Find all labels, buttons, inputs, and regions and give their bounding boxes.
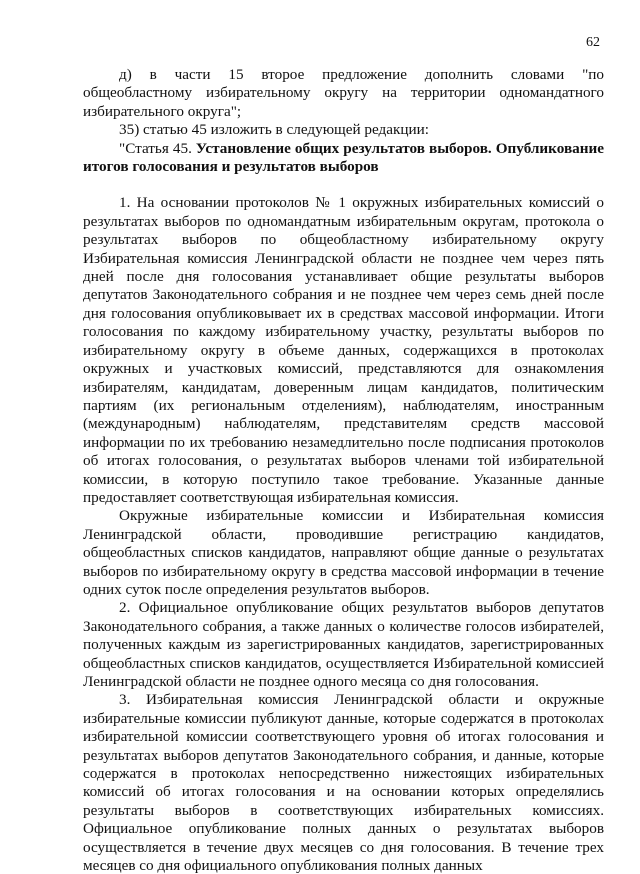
article-prefix: "Статья 45. — [119, 139, 196, 157]
paragraph-1-continued: Окружные избирательные комиссии и Избирательная комиссия Ленинградской области, проводившие регистрацию кандидатов, общеобластных списков кандидатов, направляют общие данные о результатах выборов по избирательному округу в средства массовой информации в течение одних суток после определения результатов выборов. — [83, 507, 604, 598]
amendment-item-35: 35) статью 45 изложить в следующей редакции: — [119, 121, 429, 139]
page-number: 62 — [586, 35, 600, 50]
paragraph-3: 3. Избирательная комиссия Ленинградской области и окружные избирательные комиссии публикуют данные, которые содержатся в протоколах избирательной комиссии соответствующего уровня об итогах голосования и результатах выборов депутатов Законодательного собрания, и данные, которые содержатся в протоколах непосредственно нижестоящих избирательных комиссий об итогах голосования и на основании которых определялись результаты выборов в соответствующих избирательных комиссиях. Официальное опубликование полных данных о результатах выборов осуществляется в течение двух месяцев со дня голосования. В течение трех месяцев со дня официального опубликования полных данных — [83, 691, 604, 874]
article-title: Установление общих результатов выборов. Опубликование итогов голосования и результатов выборов — [83, 139, 604, 176]
section-gap — [83, 176, 604, 194]
amendment-item-d: д) в части 15 второе предложение дополнить словами "по общеобластному избирательному округу на территории одномандатного избирательного округа"; — [83, 66, 604, 120]
document-body — [83, 66, 604, 874]
paragraph-1: 1. На основании протоколов № 1 окружных избирательных комиссий о результатах выборов по одномандатным избирательным округам, протокола о результатах выборов по общеобластному избирательному округу Избирательная комиссия Ленинградской области не позднее чем через пять дней после дня голосования устанавливает общие результаты выборов депутатов Законодательного собрания и не позднее чем через семь дней после дня голосования опубликовывает их в средствах массовой информации. Итоги голосования по каждому избирательному участку, результаты выборов по избирательному округу в объеме данных, содержащихся в протоколах окружных и участковых комиссий, представляются для ознакомления избирателям, кандидатам, доверенным лицам кандидатов, политическим партиям (их региональным отделениям), наблюдателям, иностранным (международным) наблюдателям, представителям средств массовой информации по их требованию незамедлительно после подписания протоколов об итогах голосования, о результатах выборов членами той избирательной комиссии, в которую поступило такое требование. Указанные данные предоставляет соответствующая избирательная комиссия. — [83, 194, 604, 506]
article-heading — [83, 140, 604, 177]
paragraph-2: 2. Официальное опубликование общих результатов выборов депутатов Законодательного собрания, а также данных о количестве голосов избирателей, полученных каждым из зарегистрированных кандидатов, зарегистрированных общеобластных списков кандидатов, осуществляется Избирательной комиссией Ленинградской области не позднее одного месяца со дня голосования. — [83, 599, 604, 690]
